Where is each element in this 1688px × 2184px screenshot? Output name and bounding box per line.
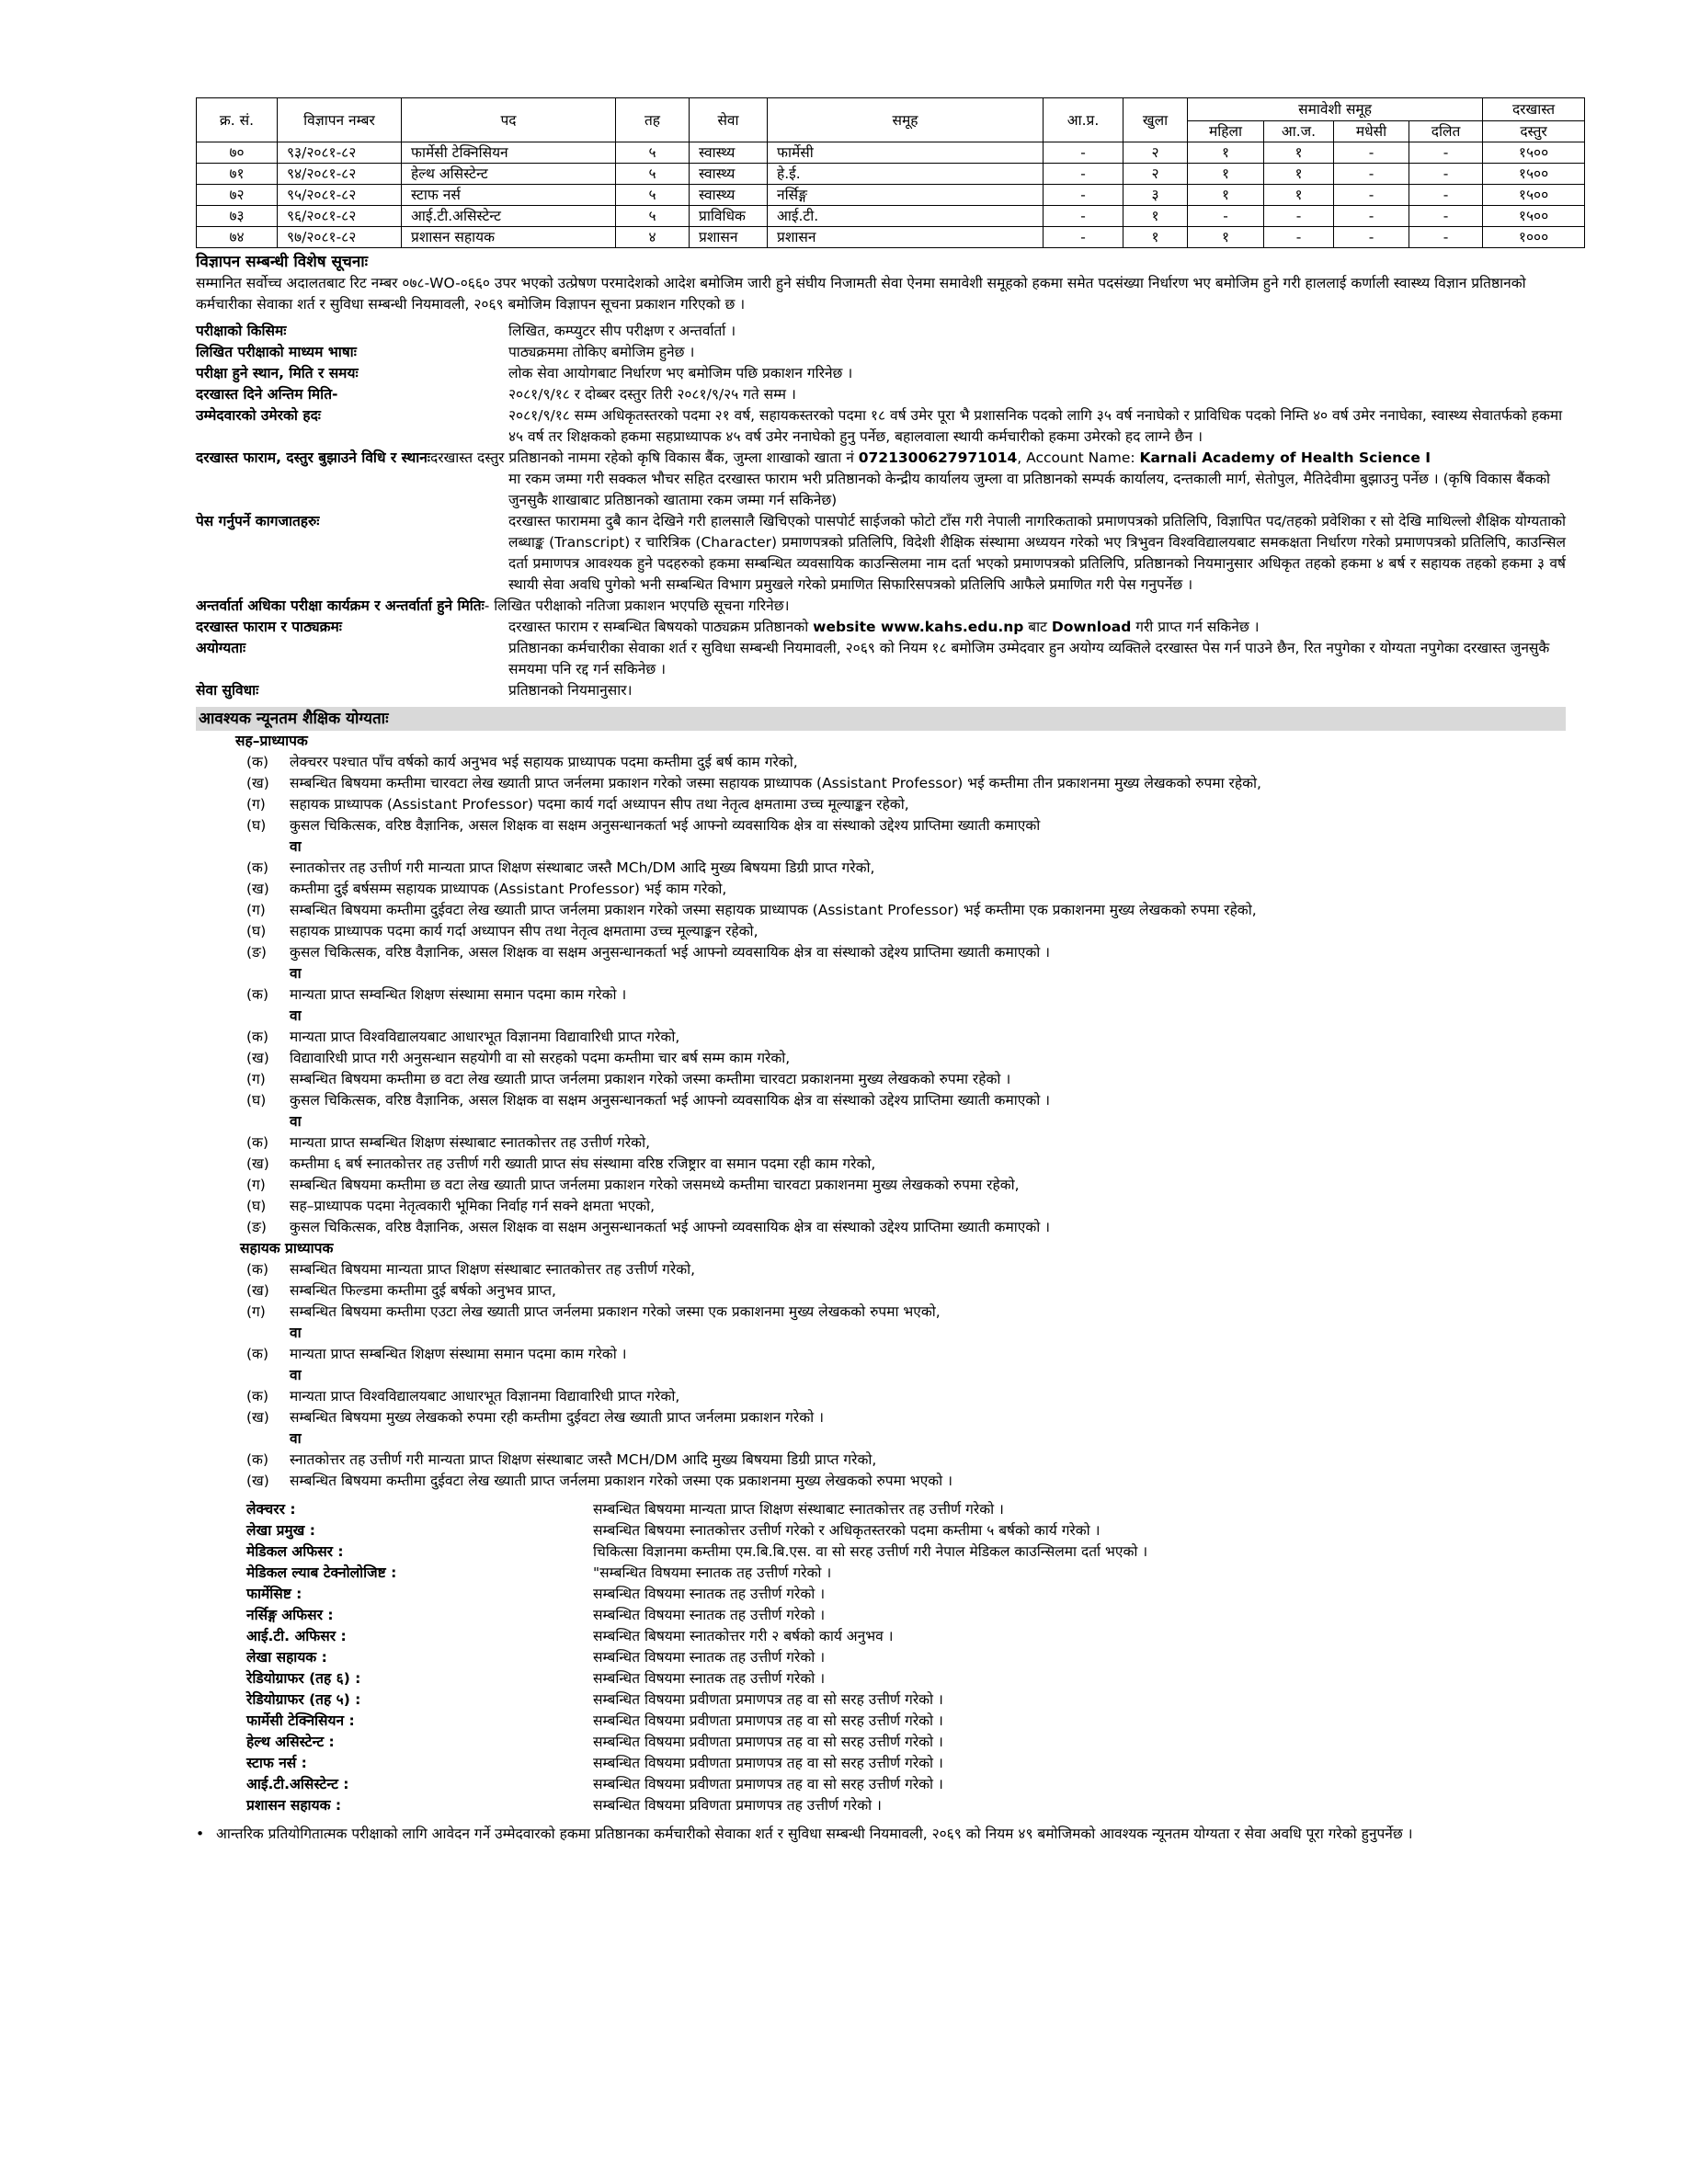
cell-aj: १ — [1264, 142, 1334, 164]
qualification-heading: आवश्यक न्यूनतम शैक्षिक योग्यताः — [196, 707, 1566, 731]
post-requirement: सम्बन्धित विषयमा प्रवीणता प्रमाणपत्र तह वा सो सरह उत्तीर्ण गरेको । — [593, 1691, 943, 1708]
cell-service: स्वास्थ्य — [690, 185, 768, 206]
col-adno: विज्ञापन नम्बर — [278, 98, 402, 142]
cell-service: स्वास्थ्य — [690, 164, 768, 185]
table-row — [197, 227, 1585, 248]
notice-field-row — [196, 363, 1566, 384]
item-text: सम्बन्धित बिषयमा मान्यता प्राप्त शिक्षण संस्थाबाट स्नातकोत्तर तह उत्तीर्ण गरेको, — [290, 1261, 696, 1278]
post-label: आई.टी. अफिसर : — [246, 1628, 347, 1644]
cell-fee: १५०० — [1483, 206, 1585, 227]
cell-dalit: - — [1409, 164, 1483, 185]
form-text-c: गरी प्राप्त गर्न सकिनेछ । — [1131, 619, 1260, 635]
fee-method-text-b: , Account Name: — [1017, 449, 1140, 466]
cell-level: ४ — [616, 227, 690, 248]
notice-field-value: लिखित, कम्प्युटर सीप परीक्षण र अन्तर्वार्ता । — [508, 323, 736, 339]
cell-level: ५ — [616, 185, 690, 206]
notice-field-value: २०८१/९/१८ र दोब्बर दस्तुर तिरी २०८१/९/२५ गते सम्म । — [508, 386, 796, 403]
post-qualification-row — [246, 1753, 1566, 1774]
docs-value: दरखास्त फाराममा दुबै कान देखिने गरी हालसालै खिचिएको पासपोर्ट साईजको फोटो टाँस गरी नेपाली नागरिकताको प्रमाणपत्रको प्रतिलिपि, विज्ञापित पद/तहको प्रवेशिका र सो देखि माथिल्लो शैक्षिक योग्यताको लब्धाङ्क (Transcript) र चारित्रिक (Character) प्रमाणपत्रको प्रतिलिपि, विदेशी शैक्षिक संस्थामा अध्ययन गरेको भए त्रिभुवन विश्वविद्यालयबाट समकक्षता निर्धारण गरेको प्रमाणपत्रको प्रतिलिपि, काउन्सिल दर्ता प्रमाणपत्र आवश्यक हुने पदहरुको हकमा सम्बन्धित व्यवसायिक काउन्सिलमा नाम दर्ता भएको प्रमाणपत्रको प्रतिलिपि, प्रतिष्ठानको नियमानुसार अधिकृत तहको हकमा ४ बर्ष र सहायक तहको हकमा ३ वर्ष स्थायी सेवा अवधि पुगेको भनी सम्बन्धित विभाग प्रमुखले गरेको प्रमाणित सिफारिसपत्रको प्रतिलिपि आफैले प्रमाणित गरी पेस गनुपर्नेछ । — [508, 513, 1566, 593]
item-marker: (ख) — [246, 881, 269, 897]
cell-madhesi: - — [1334, 227, 1409, 248]
qualification-item — [246, 1217, 1566, 1238]
col-inclusive: समावेशी समूह — [1188, 98, 1483, 121]
notice-field-label: उम्मेदवारको उमेरको हदः — [196, 407, 321, 424]
table-row — [197, 164, 1585, 185]
asst-prof-title: सहायक प्राध्यापक — [240, 1240, 334, 1257]
item-text: सम्बन्धित बिषयमा मुख्य लेखकको रुपमा रही कम्तीमा दुईवटा लेख ख्याती प्राप्त जर्नलमा प्रकाशन गरेको । — [290, 1409, 824, 1426]
cell-women: १ — [1188, 185, 1264, 206]
item-text: कुसल चिकित्सक, वरिष्ठ वैज्ञानिक, असल शिक्षक वा सक्षम अनुसन्धानकर्ता भई आफ्नो व्यवसायिक क्षेत्र वा संस्थाको उद्देश्य प्राप्तिमा ख्याती कमाएको । — [290, 1092, 1051, 1109]
cell-aj: - — [1264, 206, 1334, 227]
qualification-item — [246, 794, 1566, 815]
post-qualification-row — [246, 1584, 1566, 1605]
account-name: Karnali Academy of Health Science I — [1139, 449, 1431, 466]
item-marker: (ख) — [246, 775, 269, 791]
cell-madhesi: - — [1334, 185, 1409, 206]
qualification-item — [246, 1280, 1566, 1302]
item-text: विद्यावारिधी प्राप्त गरी अनुसन्धान सहयोगी वा सो सरहको पदमा कम्तीमा चार बर्ष सम्म काम गरेको, — [290, 1050, 791, 1066]
col-group: समूह — [768, 98, 1044, 142]
notice-title: विज्ञापन सम्बन्धी विशेष सूचनाः — [196, 253, 369, 271]
item-text: मान्यता प्राप्त विश्वविद्यालयबाट आधारभूत विज्ञानमा विद्यावारिधी प्राप्त गरेको, — [290, 1388, 680, 1405]
post-requirement: सम्बन्धित विषयमा स्नातक तह उत्तीर्ण गरेको । — [593, 1586, 826, 1602]
post-requirement: "सम्बन्धित विषयमा स्नातक तह उत्तीर्ण गरेको । — [593, 1564, 832, 1581]
post-label: नर्सिङ्ग अफिसर : — [246, 1607, 334, 1623]
website-link[interactable]: website www.kahs.edu.np — [813, 619, 1024, 635]
fee-method-text-a: दरखास्त दस्तुर प्रतिष्ठानको नाममा रहेको कृषि विकास बैंक, जुम्ला शाखाको खाता नं — [430, 449, 859, 466]
post-qualification-list — [196, 1499, 1566, 1816]
bullet-icon: • — [196, 1826, 205, 1842]
col-dalit: दलित — [1409, 121, 1483, 142]
or-separator: वा — [290, 1325, 302, 1341]
col-level: तह — [616, 98, 690, 142]
cell-group: प्रशासन — [768, 227, 1044, 248]
cell-fee: १५०० — [1483, 142, 1585, 164]
cell-women: १ — [1188, 227, 1264, 248]
item-text: मान्यता प्राप्त विश्वविद्यालयबाट आधारभूत विज्ञानमा विद्यावारिधी प्राप्त गरेको, — [290, 1029, 680, 1045]
item-marker: (ख) — [246, 1473, 269, 1489]
col-fee-bottom: दस्तुर — [1483, 121, 1585, 142]
item-marker: (क) — [246, 1134, 268, 1151]
item-text: मान्यता प्राप्त सम्वन्धित शिक्षण संस्थामा समान पदमा काम गरेको । — [290, 986, 627, 1003]
post-label: प्रशासन सहायक : — [246, 1797, 342, 1814]
post-qualification-row — [246, 1711, 1566, 1732]
col-sn: क्र. सं. — [197, 98, 278, 142]
final-note-text: आन्तरिक प्रतियोगितात्मक परीक्षाको लागि आवेदन गर्ने उम्मेदवारको हकमा प्रतिष्ठानका कर्मचारीको सेवाका शर्त र सुविधा सम्बन्धी नियमावली, २०६९ को नियम ४९ बमोजिमको आवश्यक न्यूनतम योग्यता र सेवा अवधि पूरा गरेको हुनुपर्नेछ । — [216, 1826, 1413, 1842]
item-text: कुसल चिकित्सक, वरिष्ठ वैज्ञानिक, असल शिक्षक वा सक्षम अनुसन्धानकर्ता भई आफ्नो व्यवसायिक क्षेत्र वा संस्थाको उद्देश्य प्राप्तिमा ख्याती कमाएको । — [290, 1219, 1051, 1235]
cell-women: १ — [1188, 142, 1264, 164]
cell-adno: ९३/२०८१-८२ — [278, 142, 402, 164]
cell-internal: - — [1044, 164, 1123, 185]
qualification-item — [246, 942, 1566, 963]
cell-level: ५ — [616, 206, 690, 227]
cell-aj: १ — [1264, 185, 1334, 206]
cell-level: ५ — [616, 164, 690, 185]
cell-dalit: - — [1409, 227, 1483, 248]
item-text: सम्बन्धित बिषयमा कम्तीमा चारवटा लेख ख्याती प्राप्त जर्नलमा प्रकाशन गरेको जस्मा सहायक प्राध्यापक (Assistant Professor) भई कम्तीमा तीन प्रकाशनमा मुख्य लेखकको रुपमा रहेको, — [290, 775, 1261, 791]
cell-aj: १ — [1264, 164, 1334, 185]
item-text: मान्यता प्राप्त सम्बन्धित शिक्षण संस्थामा समान पदमा काम गरेको । — [290, 1346, 627, 1362]
qualification-item — [246, 879, 1566, 900]
item-marker: (ङ) — [246, 1219, 267, 1235]
post-label: फार्मेसिष्ट : — [246, 1586, 302, 1602]
post-requirement: सम्बन्धित विषयमा प्रवीणता प्रमाणपत्र तह वा सो सरह उत्तीर्ण गरेको । — [593, 1776, 943, 1792]
qualification-item — [246, 1048, 1566, 1069]
post-requirement: सम्बन्धित बिषयमा स्नातकोत्तर उत्तीर्ण गरेको र अधिकृतस्तरको पदमा कम्तीमा ५ बर्षको कार्य गरेको । — [593, 1522, 1101, 1539]
table-row — [197, 185, 1585, 206]
qualification-item — [246, 1450, 1566, 1471]
cell-group: आई.टी. — [768, 206, 1044, 227]
col-open: खुला — [1123, 98, 1188, 142]
item-marker: (ग) — [246, 902, 266, 918]
post-requirement: सम्बन्धित बिषयमा स्नातकोत्तर गरी २ बर्षको कार्य अनुभव । — [593, 1628, 894, 1644]
post-label: स्टाफ नर्स : — [246, 1755, 307, 1771]
cell-aj: - — [1264, 227, 1334, 248]
notice-field-label: लिखित परीक्षाको माध्यम भाषाः — [196, 344, 357, 360]
post-requirement: सम्बन्धित विषयमा प्रविणता प्रमाणपत्र तह उत्तीर्ण गरेको । — [593, 1797, 882, 1814]
col-fee-top: दरखास्त — [1483, 98, 1585, 121]
cell-group: फार्मेसी — [768, 142, 1044, 164]
asst-prof-list — [196, 1259, 1566, 1492]
ineligibility-value: प्रतिष्ठानका कर्मचारीका सेवाका शर्त र सुविधा सम्बन्धी नियमावली, २०६९ को नियम १८ बमोजिम उम्मेदवार हुन अयोग्य व्यक्तिले दरखास्त पेस गर्न पाउने छैन, रित नपुगेका र योग्यता नपुगेका दरखास्त जुनसुकै समयमा पनि रद्द गर्न सकिनेछ । — [508, 640, 1550, 677]
cell-women: - — [1188, 206, 1264, 227]
or-separator: वा — [290, 838, 302, 855]
item-text: कम्तीमा दुई बर्षसम्म सहायक प्राध्यापक (Assistant Professor) भई काम गरेको, — [290, 881, 727, 897]
cell-madhesi: - — [1334, 164, 1409, 185]
post-qualification-row — [246, 1541, 1566, 1563]
or-separator: वा — [290, 965, 302, 982]
item-marker: (क) — [246, 1388, 268, 1405]
qualification-item — [246, 1090, 1566, 1111]
item-marker: (घ) — [246, 923, 267, 939]
or-separator: वा — [290, 1367, 302, 1383]
cell-post: स्टाफ नर्स — [402, 185, 616, 206]
interview-label: अन्तर्वार्ता अधिका परीक्षा कार्यक्रम र अन्तर्वार्ता हुने मितिः — [196, 597, 485, 614]
form-label: दरखास्त फाराम र पाठ्यक्रमः — [196, 619, 342, 635]
qualification-item — [246, 1175, 1566, 1196]
post-requirement: सम्बन्धित विषयमा प्रवीणता प्रमाणपत्र तह वा सो सरह उत्तीर्ण गरेको । — [593, 1755, 943, 1771]
cell-internal: - — [1044, 206, 1123, 227]
post-label: फार्मेसी टेक्निसियन : — [246, 1712, 355, 1729]
post-label: हेल्थ असिस्टेन्ट : — [246, 1734, 335, 1750]
assoc-prof-title: सह–प्राध्यापक — [235, 733, 308, 749]
post-qualification-row — [246, 1647, 1566, 1668]
table-row — [197, 206, 1585, 227]
notice-field-value: २०८१/९/१८ सम्म अधिकृतस्तरको पदमा २१ वर्ष, सहायकस्तरको पदमा १८ वर्ष उमेर पूरा भै प्रशासनिक पदको लागि ३५ वर्ष ननाघेको र प्राविधिक पदको निम्ति ४० वर्ष उमेर ननाघेका, स्वास्थ्य सेवातर्फको हकमा ४५ वर्ष तर शिक्षकको हकमा सहप्राध्यापक ४५ वर्ष उमेर ननाघेको हुनु पर्नेछ, बहालवाला स्थायी कर्मचारीको हकमा उमेरको हद लाग्ने छैन । — [508, 407, 1563, 445]
cell-dalit: - — [1409, 185, 1483, 206]
notice-field-label: परीक्षा हुने स्थान, मिति र समयः — [196, 365, 359, 381]
item-text: स्नातकोत्तर तह उत्तीर्ण गरी मान्यता प्राप्त शिक्षण संस्थाबाट जस्तै MCh/DM आदि मुख्य बिषयमा डिग्री प्राप्त गरेको, — [290, 859, 875, 876]
post-qualification-row — [246, 1626, 1566, 1647]
item-marker: (ग) — [246, 1177, 266, 1193]
cell-service: प्रशासन — [690, 227, 768, 248]
item-text: सम्बन्धित बिषयमा कम्तीमा दुईवटा लेख ख्याती प्राप्त जर्नलमा प्रकाशन गरेको जस्मा एक प्रकाशनमा मुख्य लेखकको रुपमा भएको । — [290, 1473, 952, 1489]
table-row — [197, 142, 1585, 164]
cell-open: ३ — [1123, 185, 1188, 206]
post-qualification-row — [246, 1668, 1566, 1689]
cell-fee: १००० — [1483, 227, 1585, 248]
item-marker: (क) — [246, 754, 268, 770]
form-text-a: दरखास्त फाराम र सम्बन्धित बिषयको पाठ्यक्रम प्रतिष्ठानको — [508, 619, 814, 635]
cell-adno: ९४/२०८१-८२ — [278, 164, 402, 185]
cell-madhesi: - — [1334, 142, 1409, 164]
post-label: रेडियोग्राफर (तह ६) : — [246, 1670, 361, 1687]
qualification-item — [246, 1154, 1566, 1175]
or-separator: वा — [290, 1113, 302, 1130]
post-label: लेखा प्रमुख : — [246, 1522, 315, 1539]
item-marker: (ख) — [246, 1282, 269, 1299]
item-marker: (घ) — [246, 1092, 267, 1109]
qualification-item — [246, 1069, 1566, 1090]
post-qualification-row — [246, 1795, 1566, 1816]
post-qualification-row — [246, 1520, 1566, 1541]
cell-sn: ७२ — [197, 185, 278, 206]
item-marker: (क) — [246, 859, 268, 876]
post-label: लेक्चरर : — [246, 1501, 296, 1518]
qualification-item — [246, 1407, 1566, 1428]
interview-value: - लिखित परीक्षाको नतिजा प्रकाशन भएपछि सूचना गरिनेछ। — [484, 597, 790, 614]
col-women: महिला — [1188, 121, 1264, 142]
cell-sn: ७४ — [197, 227, 278, 248]
post-label: आई.टी.असिस्टेन्ट : — [246, 1776, 349, 1792]
qualification-item — [246, 900, 1566, 921]
form-text-b: बाट — [1023, 619, 1052, 635]
item-marker: (ग) — [246, 1303, 266, 1320]
cell-open: १ — [1123, 227, 1188, 248]
item-marker: (ख) — [246, 1155, 269, 1172]
facility-value: प्रतिष्ठानको नियमानुसार। — [508, 682, 633, 699]
notice-intro: सम्मानित सर्वोच्च अदालतबाट रिट नम्बर ०७८-WO-०६६० उपर भएको उत्प्रेषण परमादेशको आदेश बमोजिम जारी हुने संघीय निजामती सेवा ऐनमा समावेशी समूहको हकमा समेत पदसंख्या निर्धारण भए बमोजिम हुने गरी हाललाई कर्णाली स्वास्थ्य विज्ञान प्रतिष्ठानको कर्मचारीका सेवाका शर्त र सुविधा सम्बन्धी नियमावली, २०६९ बमोजिम विज्ञापन सूचना प्रकाशन गरिएको छ । — [196, 275, 1526, 313]
cell-madhesi: - — [1334, 206, 1409, 227]
item-marker: (ग) — [246, 796, 266, 813]
post-requirement: सम्बन्धित विषयमा स्नातक तह उत्तीर्ण गरेको । — [593, 1670, 826, 1687]
notice-field-row — [196, 342, 1566, 363]
qualification-item — [246, 773, 1566, 794]
item-marker: (क) — [246, 1029, 268, 1045]
cell-post: आई.टी.असिस्टेन्ट — [402, 206, 616, 227]
assoc-prof-list — [196, 752, 1566, 1238]
col-service: सेवा — [690, 98, 768, 142]
download-text: Download — [1051, 619, 1132, 635]
cell-post: हेल्थ असिस्टेन्ट — [402, 164, 616, 185]
cell-group: नर्सिङ्ग — [768, 185, 1044, 206]
notice-fields — [196, 321, 1566, 448]
post-requirement: चिकित्सा विज्ञानमा कम्तीमा एम.बि.बि.एस. वा सो सरह उत्तीर्ण गरी नेपाल मेडिकल काउन्सिलमा दर्ता भएको । — [593, 1543, 1148, 1560]
final-note — [196, 1824, 1566, 1845]
item-marker: (ग) — [246, 1071, 266, 1087]
post-qualification-row — [246, 1499, 1566, 1520]
cell-post: फार्मेसी टेक्निसियन — [402, 142, 616, 164]
post-qualification-row — [246, 1563, 1566, 1584]
cell-sn: ७० — [197, 142, 278, 164]
notice-field-row — [196, 384, 1566, 405]
facility-label: सेवा सुविधाः — [196, 682, 259, 699]
qualification-item — [246, 752, 1566, 773]
qualification-item — [246, 1027, 1566, 1048]
cell-adno: ९७/२०८१-८२ — [278, 227, 402, 248]
cell-sn: ७३ — [197, 206, 278, 227]
qualification-item — [246, 1386, 1566, 1407]
qualification-item — [246, 1196, 1566, 1217]
vacancy-table-body — [197, 142, 1585, 248]
cell-fee: १५०० — [1483, 185, 1585, 206]
fee-method-row — [196, 448, 1566, 469]
account-number: 0721300627971014 — [858, 449, 1018, 466]
item-marker: (क) — [246, 986, 268, 1003]
qualification-item — [246, 815, 1566, 836]
cell-dalit: - — [1409, 142, 1483, 164]
post-label: लेखा सहायक : — [246, 1649, 327, 1666]
or-separator: वा — [290, 1007, 302, 1024]
qualification-item — [246, 858, 1566, 879]
notice-field-row — [196, 321, 1566, 342]
post-label: रेडियोग्राफर (तह ५) : — [246, 1691, 361, 1708]
item-text: लेक्चरर पश्चात पाँच वर्षको कार्य अनुभव भई सहायक प्राध्यापक पदमा कम्तीमा दुई बर्ष काम गरेको, — [290, 754, 798, 770]
item-text: सम्बन्धित बिषयमा कम्तीमा दुईवटा लेख ख्याती प्राप्त जर्नलमा प्रकाशन गरेको जस्मा सहायक प्राध्यापक (Assistant Professor) भई कम्तीमा एक प्रकाशनमा मुख्य लेखकको रुपमा रहेको, — [290, 902, 1257, 918]
post-qualification-row — [246, 1605, 1566, 1626]
item-text: सम्बन्धित बिषयमा कम्तीमा छ वटा लेख ख्याती प्राप्त जर्नलमा प्रकाशन गरेको जस्मा कम्तीमा चारवटा प्रकाशनमा मुख्य लेखकको रुपमा रहेको । — [290, 1071, 1011, 1087]
cell-open: २ — [1123, 164, 1188, 185]
col-internal: आ.प्र. — [1044, 98, 1123, 142]
qualification-item — [246, 1259, 1566, 1280]
notice-field-row — [196, 405, 1566, 448]
item-text: स्नातकोत्तर तह उत्तीर्ण गरी मान्यता प्राप्त शिक्षण संस्थाबाट जस्तै MCH/DM आदि मुख्य बिषयमा डिग्री प्राप्त गरेको, — [290, 1451, 877, 1468]
cell-open: २ — [1123, 142, 1188, 164]
qualification-item — [246, 1344, 1566, 1365]
qualification-item — [246, 1132, 1566, 1154]
cell-post: प्रशासन सहायक — [402, 227, 616, 248]
item-marker: (क) — [246, 1451, 268, 1468]
notice-page — [196, 97, 1566, 1845]
item-text: सम्बन्धित फिल्डमा कम्तीमा दुई बर्षको अनुभव प्राप्त, — [290, 1282, 556, 1299]
item-marker: (घ) — [246, 817, 267, 834]
post-qualification-row — [246, 1732, 1566, 1753]
col-aj: आ.ज. — [1264, 121, 1334, 142]
ineligibility-label: अयोग्यताः — [196, 640, 246, 656]
post-qualification-row — [246, 1774, 1566, 1795]
cell-internal: - — [1044, 227, 1123, 248]
cell-dalit: - — [1409, 206, 1483, 227]
interview-row — [196, 596, 1566, 617]
cell-service: प्राविधिक — [690, 206, 768, 227]
col-post: पद — [402, 98, 616, 142]
facility-row — [196, 680, 1566, 701]
fee-method-text-c: मा रकम जम्मा गरी सक्कल भौचर सहित दरखास्त फाराम भरी प्रतिष्ठानको केन्द्रीय कार्यालय जुम्ला वा प्रतिष्ठानको सम्पर्क कार्यालय, दन्तकाली मार्ग, सेतोपुल, मैतिदेवीमा बुझाउनु पर्नेछ । (कृषि विकास बैंकको जुनसुकै शाखाबाट प्रतिष्ठानको खातामा रकम जम्मा गर्न सकिनेछ) — [508, 471, 1551, 508]
qualification-item — [246, 1471, 1566, 1492]
item-marker: (घ) — [246, 1198, 267, 1214]
form-row — [196, 617, 1566, 638]
ineligibility-row — [196, 638, 1566, 680]
cell-service: स्वास्थ्य — [690, 142, 768, 164]
cell-sn: ७१ — [197, 164, 278, 185]
post-requirement: सम्बन्धित विषयमा प्रवीणता प्रमाणपत्र तह वा सो सरह उत्तीर्ण गरेको । — [593, 1712, 943, 1729]
post-label: मेडिकल अफिसर : — [246, 1543, 344, 1560]
item-text: कम्तीमा ६ बर्ष स्नातकोत्तर तह उत्तीर्ण गरी ख्याती प्राप्त संघ संस्थामा वरिष्ठ रजिष्ट्रार वा समान पदमा रही काम गरेको, — [290, 1155, 876, 1172]
cell-adno: ९५/२०८१-८२ — [278, 185, 402, 206]
cell-adno: ९६/२०८१-८२ — [278, 206, 402, 227]
or-separator: वा — [290, 1430, 302, 1447]
notice-field-label: परीक्षाको किसिमः — [196, 323, 287, 339]
notice-field-value: पाठ्यक्रममा तोकिए बमोजिम हुनेछ । — [508, 344, 695, 360]
post-qualification-row — [246, 1689, 1566, 1711]
post-requirement: सम्बन्धित बिषयमा मान्यता प्राप्त शिक्षण संस्थाबाट स्नातकोत्तर तह उत्तीर्ण गरेको । — [593, 1501, 1004, 1518]
cell-open: १ — [1123, 206, 1188, 227]
qualification-item — [246, 921, 1566, 942]
fee-method-label: दरखास्त फाराम, दस्तुर बुझाउने विधि र स्थानः — [196, 449, 430, 466]
item-marker: (क) — [246, 1261, 268, 1278]
cell-level: ५ — [616, 142, 690, 164]
post-requirement: सम्बन्धित विषयमा प्रवीणता प्रमाणपत्र तह वा सो सरह उत्तीर्ण गरेको । — [593, 1734, 943, 1750]
cell-fee: १५०० — [1483, 164, 1585, 185]
item-text: सहायक प्राध्यापक (Assistant Professor) पदमा कार्य गर्दा अध्यापन सीप तथा नेतृत्व क्षमतामा उच्च मूल्याङ्कन रहेको, — [290, 796, 909, 813]
post-requirement: सम्बन्धित विषयमा स्नातक तह उत्तीर्ण गरेको । — [593, 1607, 826, 1623]
qualification-item — [246, 1302, 1566, 1323]
col-madhesi: मधेसी — [1334, 121, 1409, 142]
cell-women: १ — [1188, 164, 1264, 185]
vacancy-table — [196, 97, 1585, 248]
item-text: सहायक प्राध्यापक पदमा कार्य गर्दा अध्यापन सीप तथा नेतृत्व क्षमतामा उच्च मूल्याङ्कन रहेको, — [290, 923, 758, 939]
item-marker: (क) — [246, 1346, 268, 1362]
item-text: मान्यता प्राप्त सम्बन्धित शिक्षण संस्थाबाट स्नातकोत्तर तह उत्तीर्ण गरेको, — [290, 1134, 651, 1151]
item-text: कुसल चिकित्सक, वरिष्ठ वैज्ञानिक, असल शिक्षक वा सक्षम अनुसन्धानकर्ता भई आफ्नो व्यवसायिक क्षेत्र वा संस्थाको उद्देश्य प्राप्तिमा ख्याती कमाएको — [290, 817, 1041, 834]
docs-row — [196, 511, 1566, 596]
docs-label: पेस गर्नुपर्ने कागजातहरुः — [196, 513, 320, 529]
qualification-item — [246, 984, 1566, 1006]
item-marker: (ख) — [246, 1050, 269, 1066]
item-text: सह–प्राध्यापक पदमा नेतृत्वकारी भूमिका निर्वाह गर्न सक्ने क्षमता भएको, — [290, 1198, 656, 1214]
item-text: सम्बन्धित बिषयमा कम्तीमा छ वटा लेख ख्याती प्राप्त जर्नलमा प्रकाशन गरेको जसमध्ये कम्तीमा चारवटा प्रकाशनमा मुख्य लेखकको रुपमा रहेको, — [290, 1177, 1020, 1193]
post-label: मेडिकल ल्याब टेक्नोलोजिष्ट : — [246, 1564, 397, 1581]
notice-field-label: दरखास्त दिने अन्तिम मिति- — [196, 386, 338, 403]
item-text: कुसल चिकित्सक, वरिष्ठ वैज्ञानिक, असल शिक्षक वा सक्षम अनुसन्धानकर्ता भई आफ्नो व्यवसायिक क्षेत्र वा संस्थाको उद्देश्य प्राप्तिमा ख्याती कमाएको । — [290, 944, 1051, 961]
notice-field-value: लोक सेवा आयोगबाट निर्धारण भए बमोजिम पछि प्रकाशन गरिनेछ । — [508, 365, 853, 381]
item-marker: (ख) — [246, 1409, 269, 1426]
cell-internal: - — [1044, 185, 1123, 206]
item-text: सम्बन्धित बिषयमा कम्तीमा एउटा लेख ख्याती प्राप्त जर्नलमा प्रकाशन गरेको जस्मा एक प्रकाशनमा मुख्य लेखकको रुपमा भएको, — [290, 1303, 941, 1320]
cell-group: हे.ई. — [768, 164, 1044, 185]
cell-internal: - — [1044, 142, 1123, 164]
post-requirement: सम्बन्धित विषयमा स्नातक तह उत्तीर्ण गरेको । — [593, 1649, 826, 1666]
item-marker: (ङ) — [246, 944, 267, 961]
